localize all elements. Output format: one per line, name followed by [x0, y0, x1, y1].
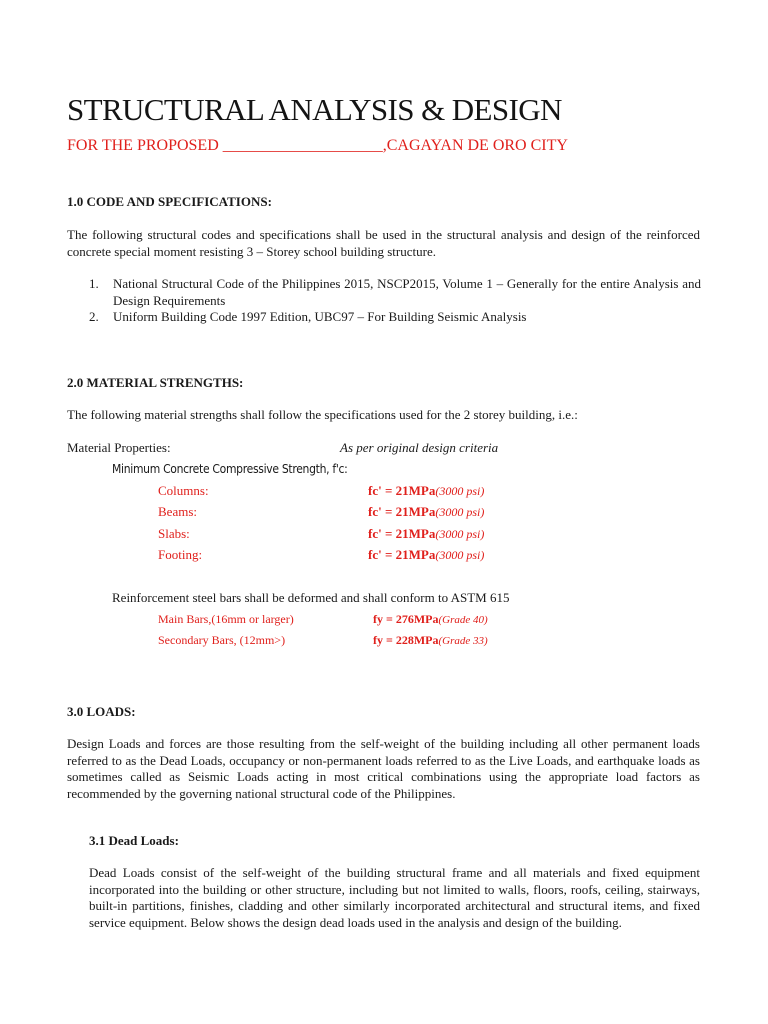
dead-loads-text: Dead Loads consist of the self-weight of the building structural frame and all materials and fixed equipment incorporated into the building or other structure, including but not limited to walls, floors, roofs, ceiling, stairways, built-in partitions, finishes, cladding and other similarly incorporated architectural and structural items, and fixed service equipment. Below shows the design dead loads used in the analysis and design of the building.: [89, 865, 700, 930]
list-item: 2. Uniform Building Code 1997 Edition, UBC97 – For Building Seismic Analysis: [89, 309, 527, 324]
design-criteria-note: As per original design criteria: [340, 440, 499, 455]
steel-value-main: fy = 276MPa(Grade 40): [373, 612, 488, 626]
concrete-value-columns: fc' = 21MPa(3000 psi): [368, 483, 485, 498]
codes-intro: The following structural codes and specifications shall be used in the structural analysis and design of the reinforced concrete special moment resisting 3 – Storey school building structure.: [67, 227, 700, 259]
steel-main-bars: Main Bars,(16mm or larger): [158, 612, 294, 626]
member-columns: Columns:: [158, 483, 209, 498]
material-properties-label: Material Properties:: [67, 440, 171, 455]
steel-value-secondary: fy = 228MPa(Grade 33): [373, 633, 488, 647]
project-subtitle: FOR THE PROPOSED ____________________,CAGAYAN DE ORO CITY: [67, 137, 568, 154]
section-heading-materials: 2.0 MATERIAL STRENGTHS:: [67, 375, 244, 390]
reinforcement-label: Reinforcement steel bars shall be deformed and shall conform to ASTM 615: [112, 590, 510, 605]
member-footing: Footing:: [158, 547, 203, 562]
member-slabs: Slabs:: [158, 526, 190, 541]
concrete-value-beams: fc' = 21MPa(3000 psi): [368, 504, 485, 519]
loads-intro: Design Loads and forces are those resulting from the self-weight of the building including all other permanent loads referred to as the Dead Loads, occupancy or non-permanent loads referred to as the Live Loads, and earthquake loads as sometimes called as Seismic Loads acting in most critical combinations using the appropriate load factors as recommended by the governing national structural code of the Philippines.: [67, 736, 700, 801]
concrete-strength-label: Minimum Concrete Compressive Strength, f'c:: [112, 462, 348, 476]
steel-secondary-bars: Secondary Bars, (12mm>): [158, 633, 286, 647]
page-title: STRUCTURAL ANALYSIS & DESIGN: [67, 92, 562, 127]
concrete-value-slabs: fc' = 21MPa(3000 psi): [368, 526, 485, 541]
section-heading-codes: 1.0 CODE AND SPECIFICATIONS:: [67, 194, 272, 209]
codes-list: [89, 276, 701, 326]
list-item: 1. National Structural Code of the Philippines 2015, NSCP2015, Volume 1 – Generally for the entire Analysis and Design Requirements: [89, 276, 701, 308]
member-beams: Beams:: [158, 504, 197, 519]
concrete-value-footing: fc' = 21MPa(3000 psi): [368, 547, 485, 562]
materials-intro: The following material strengths shall follow the specifications used for the 2 storey building, i.e.:: [67, 407, 578, 422]
section-heading-loads: 3.0 LOADS:: [67, 704, 136, 719]
subsection-heading-dead-loads: 3.1 Dead Loads:: [89, 833, 179, 848]
